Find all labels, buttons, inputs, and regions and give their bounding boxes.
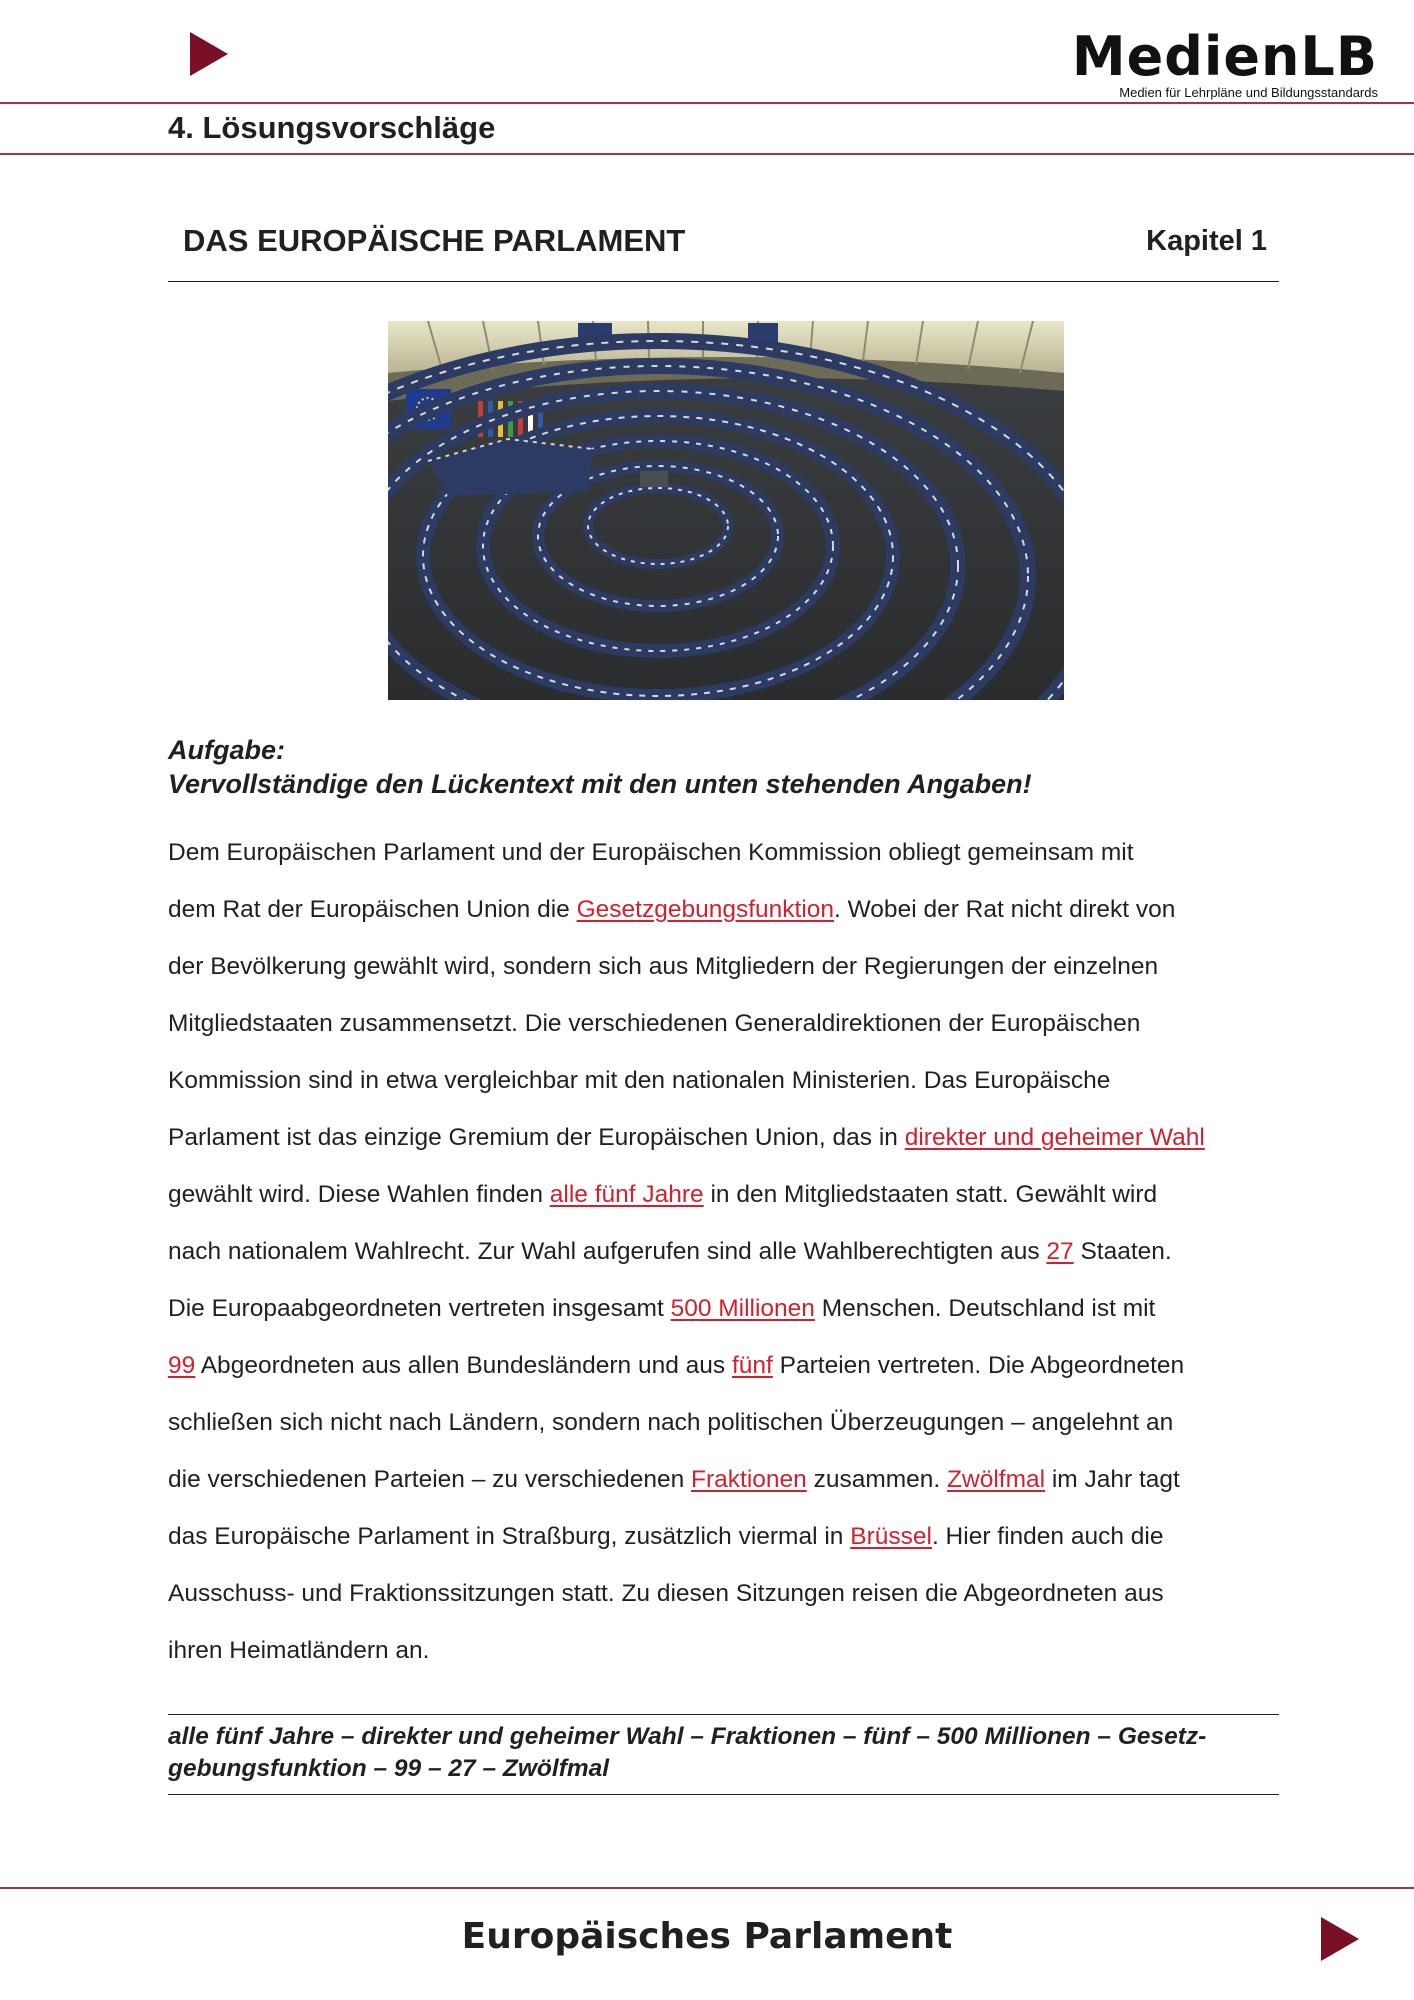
cloze-text xyxy=(168,824,1298,1679)
play-triangle-icon xyxy=(190,32,228,76)
text-segment: Parlament ist das einzige Gremium der Europäischen Union, das in xyxy=(168,1124,905,1151)
text-segment: Parteien vertreten. Die Abgeordneten xyxy=(772,1352,1185,1379)
logo xyxy=(1071,25,1378,100)
text-segment: Abgeordneten aus allen Bundesländern und aus xyxy=(195,1352,732,1379)
text-segment: der Bevölkerung gewählt wird, sondern sich aus Mitgliedern der Regierungen der einzelnen xyxy=(168,953,1159,980)
section-title: 4. Lösungsvorschläge xyxy=(168,110,496,145)
text-segment: zusammen. xyxy=(806,1466,948,1493)
play-triangle-icon xyxy=(1321,1917,1359,1961)
answer-word: 99 xyxy=(168,1352,196,1379)
answer-word: Brüssel xyxy=(850,1523,932,1550)
text-line xyxy=(168,824,1298,881)
text-line xyxy=(168,1280,1298,1337)
text-segment: Dem Europäischen Parlament und der Europäischen Kommission obliegt gemeinsam mit xyxy=(168,839,1134,866)
header-rule-bottom xyxy=(0,153,1414,155)
parliament-photo xyxy=(388,321,1064,700)
text-segment: Menschen. Deutschland ist mit xyxy=(814,1295,1156,1322)
task-instruction: Vervollständige den Lückentext mit den unten stehenden Angaben! xyxy=(168,769,1032,799)
text-line xyxy=(168,1337,1298,1394)
header-rule-top xyxy=(0,102,1414,104)
document-title: DAS EUROPÄISCHE PARLAMENT xyxy=(183,223,686,258)
footer-title: Europäisches Parlament xyxy=(461,1916,953,1957)
text-segment: die verschiedenen Parteien – zu verschiedenen xyxy=(168,1466,692,1493)
word-bank xyxy=(168,1721,1283,1785)
word-bank-rule-top xyxy=(168,1714,1279,1715)
text-line xyxy=(168,881,1298,938)
text-segment: im Jahr tagt xyxy=(1045,1466,1180,1493)
text-segment: Staaten. xyxy=(1073,1238,1172,1265)
answer-word: Fraktionen xyxy=(691,1466,807,1493)
text-segment: das Europäische Parlament in Straßburg, zusätzlich viermal in xyxy=(168,1523,851,1550)
answer-word: direkter und geheimer Wahl xyxy=(904,1124,1205,1151)
text-segment: schließen sich nicht nach Ländern, sondern nach politischen Überzeugungen – angelehnt an xyxy=(168,1409,1174,1436)
answer-word: Gesetzgebungsfunktion xyxy=(576,896,835,923)
logo-subtitle: Medien für Lehrpläne und Bildungsstandards xyxy=(1119,85,1378,100)
text-line xyxy=(168,1622,1298,1679)
task-heading: Aufgabe: xyxy=(168,735,285,765)
text-segment: in den Mitgliedstaaten statt. Gewählt wird xyxy=(703,1181,1158,1208)
answer-word: 500 Millionen xyxy=(670,1295,815,1322)
text-line xyxy=(168,1451,1298,1508)
title-divider xyxy=(168,281,1279,282)
text-line xyxy=(168,1394,1298,1451)
answer-word: fünf xyxy=(731,1352,773,1379)
text-segment: . Wobei der Rat nicht direkt von xyxy=(834,896,1176,923)
text-line xyxy=(168,1565,1298,1622)
text-line xyxy=(168,995,1298,1052)
text-line xyxy=(168,1166,1298,1223)
text-segment: Kommission sind in etwa vergleichbar mit den nationalen Ministerien. Das Europäische xyxy=(168,1067,1111,1094)
text-line xyxy=(168,1052,1298,1109)
answer-word: 27 xyxy=(1046,1238,1074,1265)
text-segment: Mitgliedstaaten zusammensetzt. Die verschiedenen Generaldirektionen der Europäischen xyxy=(168,1010,1141,1037)
text-segment: Die Europaabgeordneten vertreten insgesamt xyxy=(168,1295,671,1322)
text-segment: . Hier finden auch die xyxy=(931,1523,1164,1550)
word-bank-line: gebungsfunktion – 99 – 27 – Zwölfmal xyxy=(168,1755,610,1782)
text-segment: dem Rat der Europäischen Union die xyxy=(168,896,577,923)
text-segment: gewählt wird. Diese Wahlen finden xyxy=(168,1181,550,1208)
task-block xyxy=(168,733,1032,801)
logo-title: MedienLB xyxy=(1071,25,1378,88)
chapter-label: Kapitel 1 xyxy=(1146,225,1267,257)
text-segment: Ausschuss- und Fraktionssitzungen statt. Zu diesen Sitzungen reisen die Abgeordneten aus xyxy=(168,1580,1164,1607)
word-bank-line: alle fünf Jahre – direkter und geheimer Wahl – Fraktionen – fünf – 500 Millionen – Gesetz- xyxy=(168,1723,1207,1750)
text-segment: nach nationalem Wahlrecht. Zur Wahl aufgerufen sind alle Wahlberechtigten aus xyxy=(168,1238,1047,1265)
text-line xyxy=(168,1109,1298,1166)
text-line xyxy=(168,938,1298,995)
answer-word: Zwölfmal xyxy=(947,1466,1046,1493)
text-line xyxy=(168,1508,1298,1565)
word-bank-rule-bottom xyxy=(168,1794,1279,1795)
text-line xyxy=(168,1223,1298,1280)
footer-rule xyxy=(0,1887,1414,1889)
text-segment: ihren Heimatländern an. xyxy=(168,1637,430,1664)
answer-word: alle fünf Jahre xyxy=(549,1181,704,1208)
